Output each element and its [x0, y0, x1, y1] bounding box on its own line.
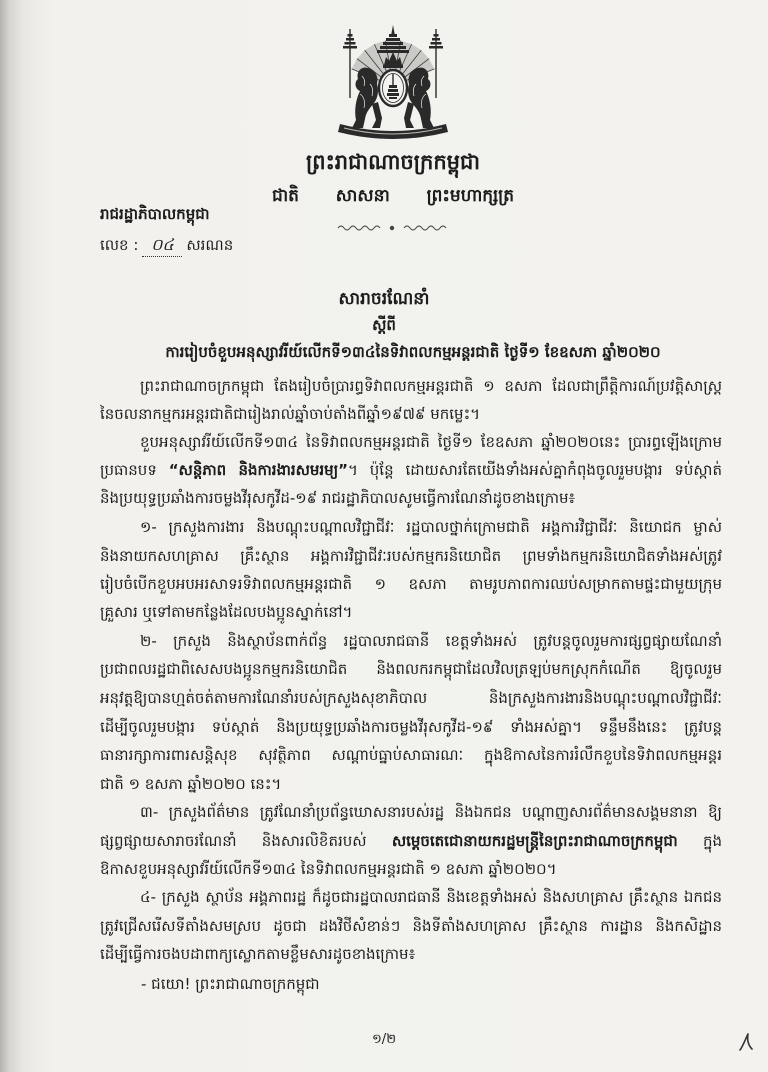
- item-1-line-1: ១- ក្រសួងការងារ និងបណ្តុះបណ្តាលវិជ្ជាជីវៈ រដ្ឋបាលថ្នាក់ក្រោមជាតិ អង្គការវិជ្ជាជីវៈ និយោជក ម្ចាស់: [140, 518, 722, 536]
- item-2-line-5: ធានារក្សាការពារសន្តិសុខ សុវត្ថិភាព សណ្តាប់ធ្នាប់សាធារណៈ ក្នុងឱកាសនៃការរំលឹកខួបនៃទិវាពលកម្មអន្តរ: [100, 746, 722, 764]
- paragraph-2-line-1: ខួបអនុស្សាវរីយ៍លើកទី១៣៤ នៃទិវាពលកម្មអន្តរជាតិ ថ្ងៃទី១ ខែឧសភា ឆ្នាំ២០២០នេះ ប្រារព្ធឡើងក្រោម: [140, 433, 722, 451]
- paragraph-2-line-2: [100, 456, 722, 484]
- prime-minister-title: សម្តេចតេជោនាយករដ្ឋមន្ត្រីនៃព្រះរាជាណាចក្រកម្ពុជា: [391, 832, 678, 850]
- document-type-heading: សារាចរណែនាំ: [338, 289, 430, 309]
- reference-number: [100, 231, 300, 259]
- paragraph-2-line-2-end: ។ ប៉ុន្តែ ដោយសារតែយើងទាំងអស់គ្នាកំពុងចូលរួមបង្ការ ទប់ស្កាត់: [348, 461, 722, 479]
- paragraph-2-line-2-start: ប្រធានបទ: [100, 461, 169, 479]
- item-1-line-3: រៀបចំបើកខួបអបអរសាទរទិវាពលកម្មអន្តរជាតិ ១ ឧសភា តាមរូបភាពការឈប់សម្រាកតាមផ្ទះជាមួយក្រុម: [100, 575, 722, 593]
- paragraph-1-line-1: ព្រះរាជាណាចក្រកម្ពុជា តែងរៀបចំប្រារព្ធទិវាពលកម្មអន្តរជាតិ ១ ឧសភា ដែលជាព្រឹត្តិការណ៍ប្រវត្តិសាស្ត្រ: [140, 377, 722, 395]
- item-2-line-3: អនុវត្តឱ្យបានហ្មត់ចត់តាមការណែនាំរបស់ក្រសួងសុខាភិបាល និងក្រសួងការងារនិងបណ្តុះបណ្តាលវិជ្ជាជីវៈ: [100, 689, 722, 707]
- ref-label: លេខ :: [100, 236, 139, 254]
- item-2-line-1: ២- ក្រសួង និងស្ថាប័នពាក់ព័ន្ធ រដ្ឋបាលរាជធានី ខេត្តទាំងអស់ ត្រូវបន្តចូលរួមការផ្សព្វផ្សាយណែនាំ: [140, 632, 722, 650]
- header-ornament: [332, 222, 452, 234]
- issuing-authority: រាជរដ្ឋាភិបាលកម្ពុជា: [100, 205, 210, 223]
- item-4-line-3: ដើម្បីធ្វើការចងបដាពាក្យស្លោកតាមខ្លឹមសារដូចខាងក្រោម៖: [100, 945, 416, 963]
- central-parasol: [377, 25, 409, 53]
- item-3-line-2-end: ក្នុង: [677, 832, 722, 850]
- item-2-line-4: ដើម្បីចូលរួមបង្ការ ទប់ស្កាត់ និងប្រយុទ្ធប្រឆាំងការចម្លងវីរុសកូវីដ-១៩ ទាំងអស់គ្នា។ ទន្ទឹមនឹងនេះ ត្រូវបន្ត: [100, 718, 722, 736]
- item-3-line-2: [100, 827, 722, 855]
- national-motto: [272, 182, 514, 210]
- about-heading: ស្តីពី: [372, 316, 396, 334]
- ref-number-handwritten: ០៤: [142, 234, 182, 257]
- item-1-line-2: និងនាយកសហគ្រាស គ្រឹះស្ថាន អង្គការវិជ្ជាជីវៈរបស់កម្មករនិយោជិត ព្រមទាំងកម្មករនិយោជិតទាំងអស់ត្រូវ: [100, 547, 722, 565]
- royal-arms-emblem: [328, 24, 458, 140]
- kingdom-heading: ព្រះរាជាណាចក្រកម្ពុជា: [305, 150, 480, 174]
- ref-suffix: សរណន: [186, 236, 234, 254]
- theme-quote: “សន្តិភាព និងការងារសមរម្យ”: [168, 461, 349, 479]
- paragraph-2-line-3: និងប្រយុទ្ធប្រឆាំងការចម្លងវីរុសកូវីដ-១៩ រាជរដ្ឋាភិបាលសូមធ្វើការណែនាំដូចខាងក្រោម៖: [100, 489, 576, 507]
- item-1-line-4: គ្រួសារ ឬទៅតាមកន្លែងដែលបងប្អូនស្នាក់នៅ។: [100, 603, 353, 621]
- handwritten-initial-mark: [736, 1030, 756, 1054]
- item-3-line-2-start: ផ្សព្វផ្សាយសារាចរណែនាំ និងសារលិខិតរបស់: [100, 832, 392, 850]
- item-3-line-3: ឱកាសខួបអនុស្សាវរីយ៍លើកទី១៣៤ នៃទិវាពលកម្មអន្តរជាតិ ១ ឧសភា ឆ្នាំ២០២០។: [100, 860, 557, 878]
- motto-nation: ជាតិ: [272, 186, 299, 206]
- item-2-line-2: ប្រជាពលរដ្ឋជាពិសេសបងប្អូនកម្មករនិយោជិត និងពលករកម្ពុជាដែលវិលត្រឡប់មកស្រុកកំណើត ឱ្យចូលរួម: [100, 660, 722, 678]
- motto-religion: សាសនា: [335, 186, 390, 206]
- document-subject: ការរៀបចំខួបអនុស្សាវរីយ៍លើកទី១៣៤នៃទិវាពលកម្មអន្តរជាតិ ថ្ងៃទី១ ខែឧសភា ឆ្នាំ២០២០: [165, 343, 661, 361]
- item-4-line-2: ត្រូវជ្រើសរើសទីតាំងសមស្រប ដូចជា ដងវិថីសំខាន់ៗ និងទីតាំងសហគ្រាស គ្រឹះស្ថាន ការដ្ឋាន និងកសិដ្ឋាន: [100, 917, 722, 935]
- paragraph-1-line-2: នៃចលនាកម្មករអន្តរជាតិជារៀងរាល់ឆ្នាំចាប់តាំងពីឆ្នាំ១៩៧៩ មកម្លេះ។: [100, 405, 481, 423]
- shield: [379, 70, 407, 106]
- item-3-line-1: ៣- ក្រសួងព័ត៌មាន ត្រូវណែនាំប្រព័ន្ធឃោសនារបស់រដ្ឋ និងឯកជន បណ្តាញសារព័ត៌មានសង្គមនានា ឱ្យ: [140, 803, 722, 821]
- motto-king: ព្រះមហាក្សត្រ: [426, 186, 514, 206]
- page-number: ១/២: [371, 1032, 397, 1047]
- item-4-line-1: ៤- ក្រសួង ស្ថាប័ន អង្គភាពរដ្ឋ ក៏ដូចជារដ្ឋបាលរាជធានី និងខេត្តទាំងអស់ និងសហគ្រាស គ្រឹះស្ថាន ឯកជន: [140, 888, 722, 906]
- item-2-line-6: ជាតិ ១ ឧសភា ឆ្នាំ២០២០ នេះ។: [100, 775, 282, 793]
- slogan-line: - ជយោ! ព្រះរាជាណាចក្រកម្ពុជា: [141, 975, 320, 993]
